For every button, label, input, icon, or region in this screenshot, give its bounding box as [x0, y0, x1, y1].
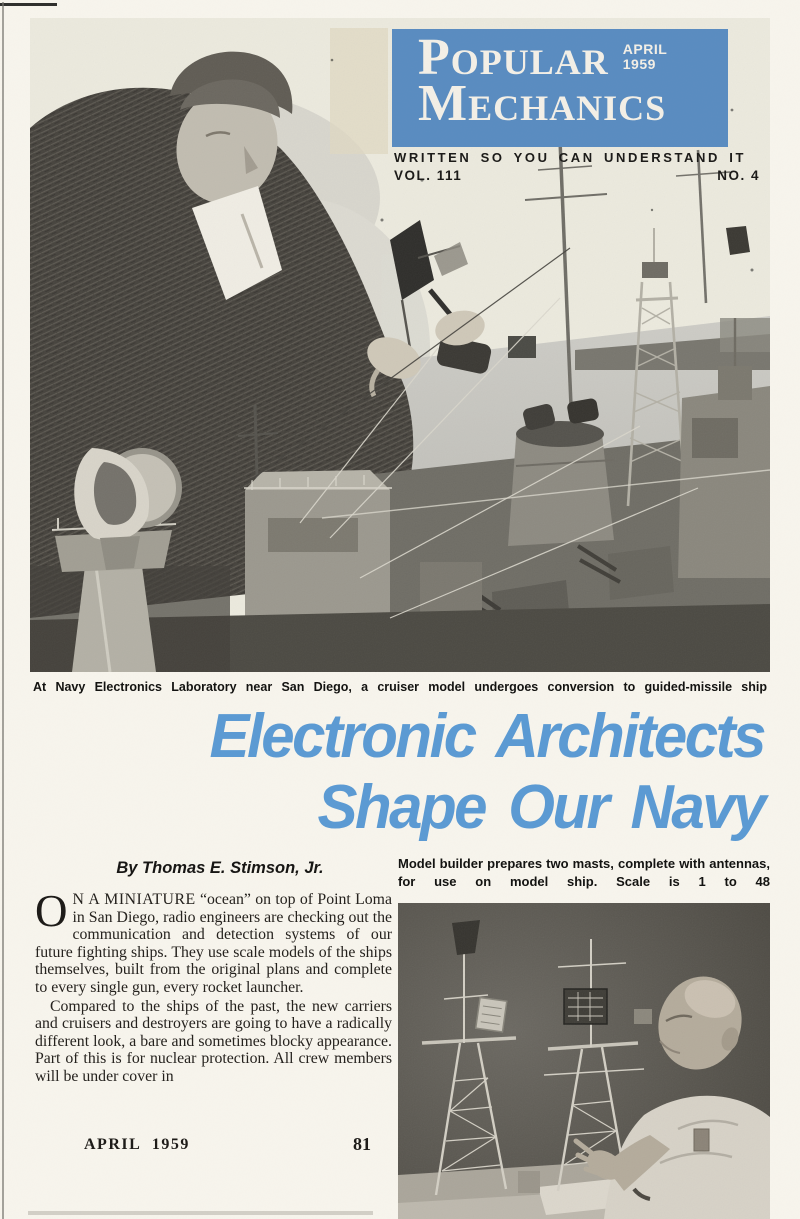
article-byline: By Thomas E. Stimson, Jr. [116, 859, 324, 877]
volume-number-row [394, 168, 760, 183]
issue-date [623, 42, 668, 72]
masthead-logo-box [392, 29, 728, 147]
issue-month: APRIL [622, 41, 668, 57]
photo-grain [398, 903, 770, 1219]
article-paragraph: Compared to the ships of the past, the new carriers and cruisers and destroyers are going to have a radically different look, a bare and sometimes blocky appearance. Part of this is for nuclear protection. All crew members will be under cover in [35, 997, 392, 1085]
issue-year: 1959 [622, 56, 656, 72]
article-paragraph [35, 886, 392, 997]
paragraph-text: “ocean” on top of Point Loma in San Diego, radio engineers are checking out the communication and detection systems of our future fighting ships. They use scale models of the ships themselves, built from the original plans and complete to every single gun, every rocket launcher. [35, 891, 392, 996]
magazine-title-line2: Mechanics [418, 75, 667, 132]
headline-line1: Electronic Architects [209, 701, 764, 771]
drop-cap: O [35, 886, 68, 936]
headline-line2: Shape Our Navy [317, 771, 764, 842]
magazine-tagline: WRITTEN SO YOU CAN UNDERSTAND IT [394, 150, 746, 165]
main-photo-caption: At Navy Electronics Laboratory near San Diego, a cruiser model undergoes conversion to guided-missile ship [33, 680, 767, 694]
article-headline [30, 701, 770, 842]
secondary-photo-illustration [398, 903, 770, 1219]
secondary-photo-caption: Model builder prepares two masts, complete with antennas, for use on model ship. Scale is 1 to 48 [398, 856, 770, 889]
footer-issue-date: APRIL 1959 [84, 1136, 190, 1153]
scan-bottom-strip [28, 1211, 373, 1215]
magazine-title-line1: Popular [418, 29, 609, 86]
volume-label: VOL. 111 [394, 168, 463, 183]
secondary-photo [398, 903, 770, 1219]
article-body [35, 886, 392, 1086]
footer-page-number: 81 [353, 1134, 371, 1154]
scan-edge-line [2, 2, 4, 1219]
paragraph-lead: N A MINIATURE [72, 891, 196, 908]
issue-number-label: NO. 4 [717, 168, 760, 183]
scan-corner-mark [0, 3, 57, 6]
